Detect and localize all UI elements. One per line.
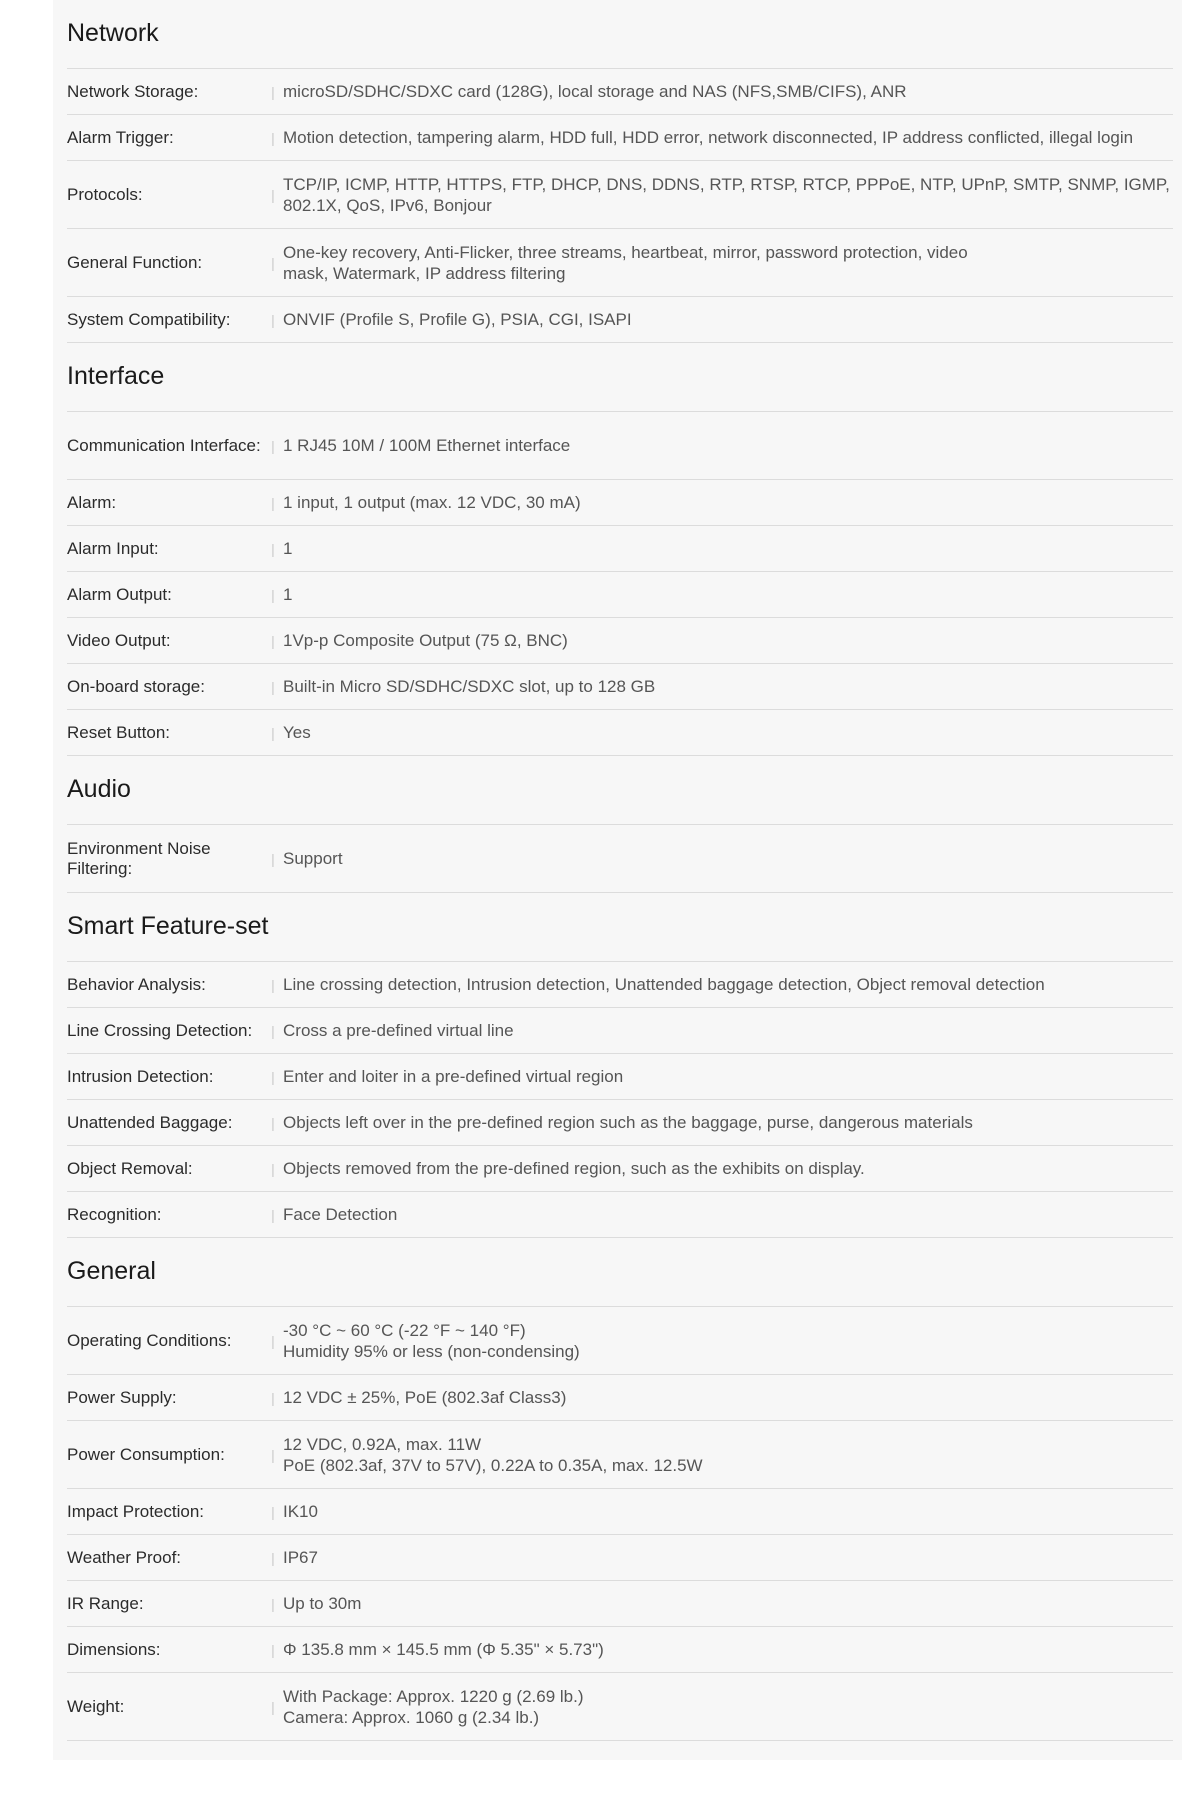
spec-value: microSD/SDHC/SDXC card (128G), local storage and NAS (NFS,SMB/CIFS), ANR: [283, 82, 907, 101]
spec-separator: |: [271, 254, 275, 271]
spec-separator: |: [271, 1206, 275, 1223]
spec-label: Behavior Analysis:: [67, 974, 206, 994]
spec-value: -30 °C ~ 60 °C (-22 °F ~ 140 °F) Humidity 95% or less (non-condensing): [283, 1320, 580, 1361]
spec-separator: |: [271, 976, 275, 993]
spec-value: IK10: [283, 1502, 318, 1521]
spec-value: ONVIF (Profile S, Profile G), PSIA, CGI, ISAPI: [283, 310, 632, 329]
spec-value: Objects removed from the pre-defined region, such as the exhibits on display.: [283, 1159, 865, 1178]
spec-value: Cross a pre-defined virtual line: [283, 1021, 514, 1040]
spec-value: Face Detection: [283, 1205, 398, 1224]
spec-separator: |: [271, 678, 275, 695]
spec-section: [67, 1238, 1173, 1741]
section-title: Network: [67, 0, 1173, 69]
spec-separator: |: [271, 1595, 275, 1612]
spec-label: Power Supply:: [67, 1387, 177, 1407]
spec-label: Impact Protection:: [67, 1501, 205, 1521]
spec-separator: |: [271, 1503, 275, 1520]
spec-value: Φ 135.8 mm × 145.5 mm (Φ 5.35" × 5.73"): [283, 1640, 604, 1659]
spec-row: [67, 618, 1173, 664]
spec-value: 12 VDC ± 25%, PoE (802.3af Class3): [283, 1388, 567, 1407]
spec-separator: |: [271, 632, 275, 649]
spec-label: Alarm Output:: [67, 584, 172, 604]
spec-label: System Compatibility:: [67, 309, 231, 329]
spec-value: One-key recovery, Anti-Flicker, three streams, heartbeat, mirror, password protection, video mask, Watermark, IP address filtering: [283, 242, 968, 283]
spec-label: Recognition:: [67, 1204, 162, 1224]
section-title: Audio: [67, 756, 1173, 825]
spec-row: [67, 572, 1173, 618]
spec-label: Reset Button:: [67, 722, 171, 742]
spec-label: Dimensions:: [67, 1639, 161, 1659]
spec-row: [67, 297, 1173, 343]
spec-row: [67, 1375, 1173, 1421]
spec-row: [67, 161, 1173, 229]
spec-value: Line crossing detection, Intrusion detection, Unattended baggage detection, Object removal detection: [283, 975, 1045, 994]
spec-section: [67, 0, 1173, 343]
spec-row: [67, 1008, 1173, 1054]
spec-value: Motion detection, tampering alarm, HDD full, HDD error, network disconnected, IP address conflicted, illegal login: [283, 128, 1134, 147]
spec-row: [67, 1307, 1173, 1375]
spec-separator: |: [271, 850, 275, 867]
spec-label: Alarm Input:: [67, 538, 159, 558]
spec-label: Weather Proof:: [67, 1547, 182, 1567]
spec-row: [67, 1673, 1173, 1741]
spec-separator: |: [271, 129, 275, 146]
spec-row: [67, 1535, 1173, 1581]
section-title: General: [67, 1238, 1173, 1307]
spec-row: [67, 1146, 1173, 1192]
spec-separator: |: [271, 1068, 275, 1085]
spec-row: [67, 962, 1173, 1008]
spec-separator: |: [271, 1698, 275, 1715]
spec-value: With Package: Approx. 1220 g (2.69 lb.) Camera: Approx. 1060 g (2.34 lb.): [283, 1686, 584, 1727]
spec-separator: |: [271, 1446, 275, 1463]
spec-label: On-board storage:: [67, 676, 205, 696]
spec-row: [67, 1489, 1173, 1535]
spec-row: [67, 1421, 1173, 1489]
spec-label: Environment Noise Filtering:: [67, 838, 211, 878]
spec-row: [67, 412, 1173, 480]
spec-value: IP67: [283, 1548, 318, 1567]
spec-separator: |: [271, 437, 275, 454]
spec-label: Alarm:: [67, 492, 117, 512]
spec-row: [67, 69, 1173, 115]
spec-value: Built-in Micro SD/SDHC/SDXC slot, up to 128 GB: [283, 677, 656, 696]
spec-row: [67, 1192, 1173, 1238]
spec-label: Network Storage:: [67, 81, 199, 101]
spec-row: [67, 664, 1173, 710]
spec-row: [67, 1054, 1173, 1100]
spec-separator: |: [271, 586, 275, 603]
spec-row: [67, 1627, 1173, 1673]
spec-label: Line Crossing Detection:: [67, 1020, 253, 1040]
spec-section: [67, 893, 1173, 1238]
spec-separator: |: [271, 540, 275, 557]
spec-label: Operating Conditions:: [67, 1330, 232, 1350]
spec-separator: |: [271, 724, 275, 741]
spec-label: Intrusion Detection:: [67, 1066, 214, 1086]
spec-row: [67, 1581, 1173, 1627]
spec-section: [67, 756, 1173, 893]
section-title: Smart Feature-set: [67, 893, 1173, 962]
spec-row: [67, 710, 1173, 756]
spec-value: 1 input, 1 output (max. 12 VDC, 30 mA): [283, 493, 581, 512]
spec-section: [67, 343, 1173, 756]
spec-row: [67, 480, 1173, 526]
spec-label: Alarm Trigger:: [67, 127, 174, 147]
spec-separator: |: [271, 1114, 275, 1131]
spec-label: Video Output:: [67, 630, 171, 650]
spec-value: Up to 30m: [283, 1594, 362, 1613]
spec-sheet: [67, 0, 1173, 1741]
spec-label: Power Consumption:: [67, 1444, 225, 1464]
spec-separator: |: [271, 1160, 275, 1177]
spec-separator: |: [271, 1641, 275, 1658]
spec-value: 1Vp-p Composite Output (75 Ω, BNC): [283, 631, 568, 650]
spec-separator: |: [271, 1549, 275, 1566]
spec-value: Objects left over in the pre-defined region such as the baggage, purse, dangerous materials: [283, 1113, 973, 1132]
spec-value: TCP/IP, ICMP, HTTP, HTTPS, FTP, DHCP, DNS, DDNS, RTP, RTSP, RTCP, PPPoE, NTP, UPnP, SMTP, SNMP, IGMP, 802.1X, QoS, IPv6, Bonjour: [283, 174, 1170, 215]
spec-label: Unattended Baggage:: [67, 1112, 233, 1132]
spec-separator: |: [271, 494, 275, 511]
spec-separator: |: [271, 311, 275, 328]
spec-value: Support: [283, 849, 343, 868]
spec-row: [67, 526, 1173, 572]
spec-label: IR Range:: [67, 1593, 144, 1613]
spec-value: 1: [283, 539, 293, 558]
spec-value: Yes: [283, 723, 311, 742]
spec-row: [67, 229, 1173, 297]
spec-row: [67, 115, 1173, 161]
section-title: Interface: [67, 343, 1173, 412]
spec-label: Communication Interface:: [67, 435, 261, 455]
spec-value: 1 RJ45 10M / 100M Ethernet interface: [283, 436, 571, 455]
spec-separator: |: [271, 1389, 275, 1406]
spec-label: Protocols:: [67, 184, 143, 204]
spec-separator: |: [271, 83, 275, 100]
spec-separator: |: [271, 1332, 275, 1349]
spec-separator: |: [271, 1022, 275, 1039]
spec-separator: |: [271, 186, 275, 203]
spec-label: Weight:: [67, 1696, 125, 1716]
spec-row: [67, 1100, 1173, 1146]
spec-value: Enter and loiter in a pre-defined virtual region: [283, 1067, 624, 1086]
spec-label: Object Removal:: [67, 1158, 193, 1178]
spec-label: General Function:: [67, 252, 203, 272]
spec-value: 1: [283, 585, 293, 604]
spec-value: 12 VDC, 0.92A, max. 11W PoE (802.3af, 37V to 57V), 0.22A to 0.35A, max. 12.5W: [283, 1434, 703, 1475]
spec-row: [67, 825, 1173, 893]
